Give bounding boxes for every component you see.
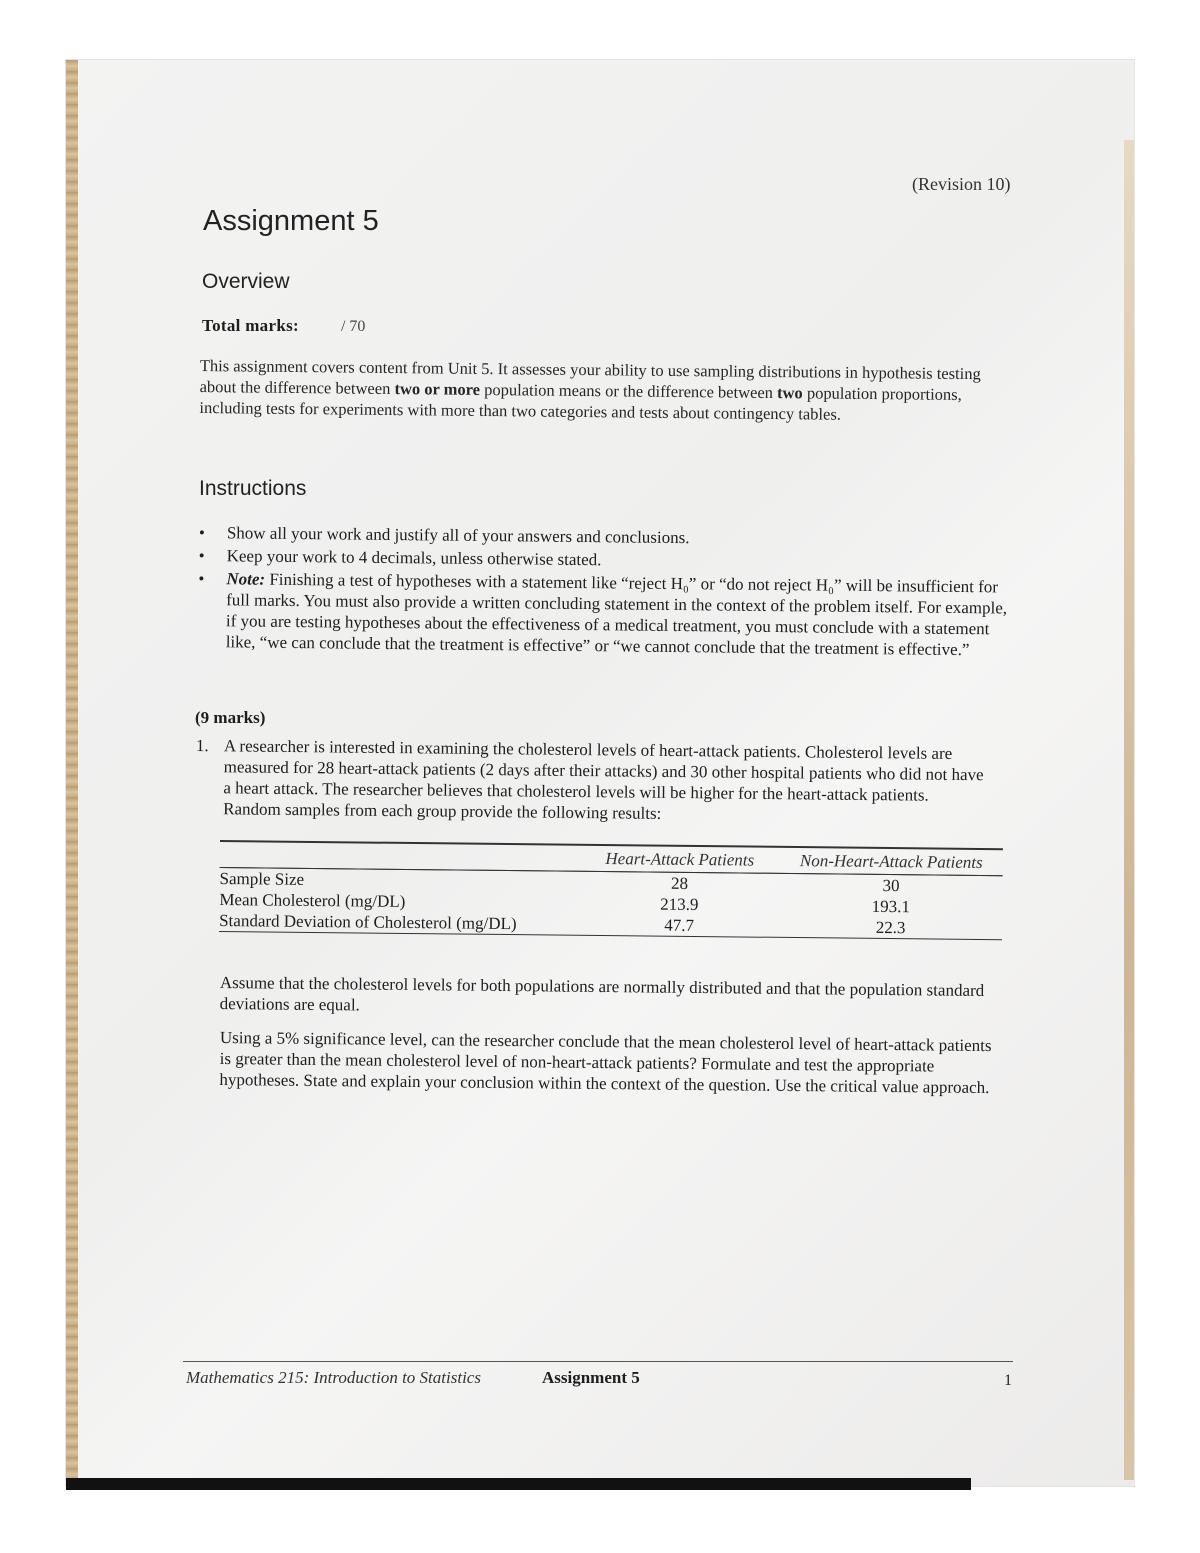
results-table [219, 840, 1003, 940]
instructions-heading: Instructions [199, 477, 307, 500]
total-marks [202, 316, 365, 336]
table-header-cell: Heart-Attack Patients [605, 849, 755, 870]
overview-text-3: population proportions, including tests for experiments with more than two categories and tests about contingency tables. [199, 383, 962, 424]
question-text: A researcher is interested in examining the cholesterol levels of heart-attack patients. Cholesterol levels are measured for 28 heart-attack patients (2 days after their attacks) and 30 other hospital patients who did not have a heart attack. The researcher believes that cholesterol levels will be higher for the heart-attack patients. Random samples from each group provide the following results: [223, 736, 984, 823]
footer-course: Mathematics 215: Introduction to Statistics [186, 1368, 481, 1387]
table-header-cell: Non-Heart-Attack Patients [799, 851, 983, 872]
total-marks-value: / 70 [340, 318, 366, 335]
question-number: 1. [195, 735, 209, 756]
overview-bold-1: two or more [394, 379, 481, 399]
table-cell: 47.7 [664, 915, 695, 935]
note-label: Note: [226, 569, 266, 589]
overview-text-2: population means or the difference between [479, 379, 778, 403]
instruction-text: Keep your work to 4 decimals, unless otherwise stated. [226, 546, 602, 570]
table-cell: Sample Size [219, 868, 305, 889]
instructions-list [196, 522, 1017, 663]
overview-bold-2: two [776, 383, 803, 403]
page-title: Assignment 5 [203, 205, 379, 237]
table-cell: Mean Cholesterol (mg/DL) [219, 889, 406, 911]
footer-page-number: 1 [1004, 1372, 1012, 1389]
question-1 [195, 735, 986, 827]
footer-doc-title: Assignment 5 [542, 1368, 640, 1387]
table-cell: 30 [882, 875, 900, 896]
bullet-icon: • [198, 523, 205, 543]
overview-heading: Overview [202, 270, 290, 293]
revision-label: (Revision 10) [912, 174, 1011, 194]
assumption-paragraph: Assume that the cholesterol levels for both populations are normally distributed and that the population standard deviations are equal. [219, 972, 985, 1015]
table-cell: Standard Deviation of Cholesterol (mg/DL) [219, 910, 517, 934]
table-cell: 193.1 [871, 896, 911, 917]
bullet-icon: • [198, 546, 205, 566]
instruction-text: Show all your work and justify all of your answers and conclusions. [226, 523, 690, 548]
footer-rule [183, 1361, 1013, 1362]
table-cell: 28 [670, 873, 689, 893]
bullet-icon: • [198, 569, 205, 589]
table-cell: 213.9 [660, 894, 699, 915]
question-marks: (9 marks) [195, 708, 266, 727]
instruction-item-note [196, 568, 1017, 661]
table-header-cell [220, 842, 580, 871]
table-cell: 22.3 [875, 917, 906, 938]
overview-text-1: This assignment covers content from Unit 5. It assesses your ability to use sampling distributions in hypothesis testing about the difference between [199, 355, 981, 399]
overview-paragraph [199, 355, 1005, 426]
task-paragraph: Using a 5% significance level, can the researcher conclude that the mean cholesterol level of heart-attack patients is greater than the mean cholesterol level of non-heart-attack patients? Formulate and test the appropriate hypotheses. State and explain your conclusion within the context of the question. Use the critical value approach. [219, 1028, 992, 1098]
total-marks-label: Total marks: [202, 316, 299, 335]
note-text: Finishing a test of hypotheses with a statement like “reject H₀” or “do not reject H₀” will be insufficient for full marks. You must also provide a written concluding statement in the context of the problem itself. For example, if you are testing hypotheses about the effectiveness of a medical treatment, you must conclude with a statement like, “we can conclude that the treatment is effective” or “we cannot conclude that the treatment is effective.” [225, 569, 1008, 660]
